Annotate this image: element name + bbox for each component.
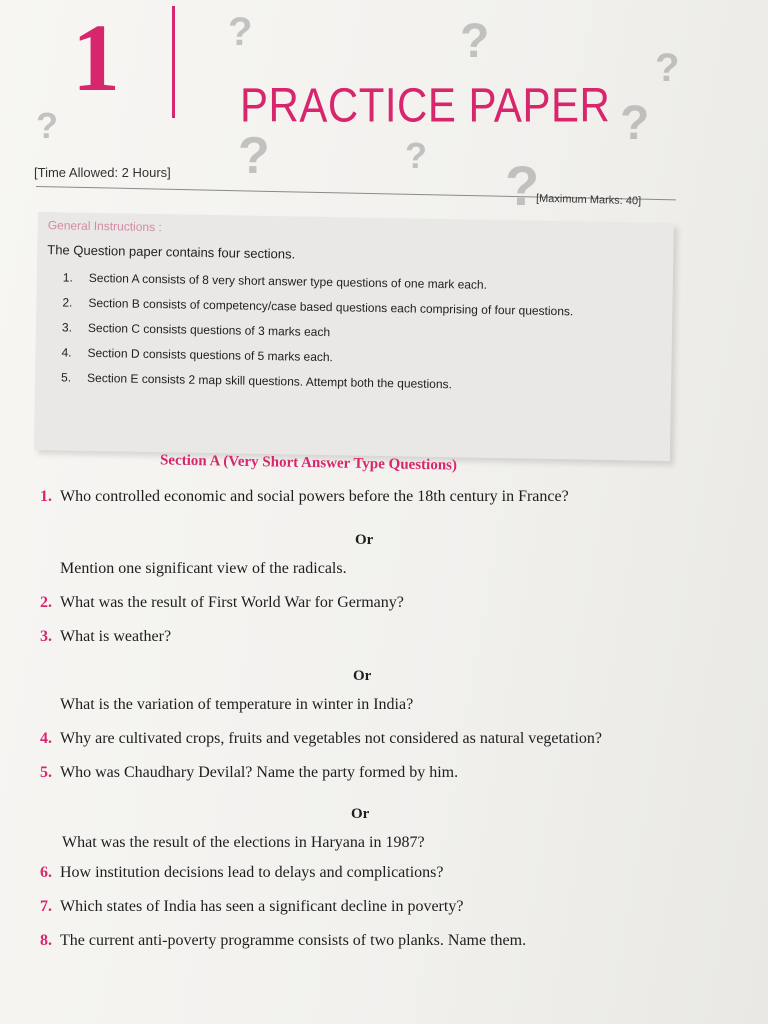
instructions-list — [61, 270, 673, 406]
question-mark-decoration: ? — [505, 154, 540, 217]
question-mark-decoration: ? — [238, 127, 270, 185]
section-a-heading: Section A (Very Short Answer Type Questions) — [159, 452, 458, 474]
instruction-item: 1. Section A consists of 8 very short answer type questions of one mark each. — [62, 270, 488, 292]
time-allowed: [Time Allowed: 2 Hours] — [34, 165, 171, 180]
question-mark-decoration: ? — [620, 97, 650, 150]
or-label: Or — [353, 668, 372, 684]
instruction-item: 3. Section C consists questions of 3 marks each — [61, 320, 331, 340]
instruction-item: 4. Section D consists questions of 5 marks each. — [61, 345, 334, 365]
maximum-marks: [Maximum Marks: 40] — [535, 192, 642, 208]
instruction-item: 5. Section E consists 2 map skill questions. Attempt both the questions. — [60, 370, 453, 392]
question-1-alternative: Mention one significant view of the radicals. — [60, 560, 347, 577]
question-3-alternative: What is the variation of temperature in winter in India? — [60, 696, 414, 713]
question-mark-decoration: ? — [228, 10, 253, 54]
paper-number: 1 — [72, 4, 120, 111]
question-7: 7. Which states of India has seen a significant decline in poverty? — [40, 898, 464, 915]
question-3: 3. What is weather? — [40, 628, 172, 645]
general-instructions-box — [34, 212, 674, 461]
instructions-heading: General Instructions : — [47, 218, 162, 235]
page-title: PRACTICE PAPER — [240, 78, 611, 133]
question-mark-decoration: ? — [460, 15, 490, 68]
question-mark-decoration: ? — [405, 135, 427, 176]
question-6: 6. How institution decisions lead to delays and complications? — [40, 864, 444, 881]
instruction-item: 2. Section B consists of competency/case based questions each comprising of four questions. — [62, 295, 574, 319]
question-2: 2. What was the result of First World War for Germany? — [40, 594, 404, 611]
question-1: 1. Who controlled economic and social powers before the 18th century in France? — [40, 488, 569, 505]
question-5: 5. Who was Chaudhary Devilal? Name the party formed by him. — [40, 764, 459, 781]
or-label: Or — [355, 532, 374, 548]
instructions-intro: The Question paper contains four sections. — [47, 242, 296, 262]
question-mark-decoration: ? — [36, 105, 58, 146]
question-mark-decoration: ? — [655, 46, 680, 90]
question-8: 8. The current anti-poverty programme consists of two planks. Name them. — [40, 932, 527, 949]
question-5-alternative: What was the result of the elections in Haryana in 1987? — [62, 834, 425, 851]
title-divider — [172, 6, 175, 118]
or-label: Or — [351, 806, 370, 822]
question-4: 4. Why are cultivated crops, fruits and vegetables not considered as natural vegetation? — [40, 730, 603, 747]
